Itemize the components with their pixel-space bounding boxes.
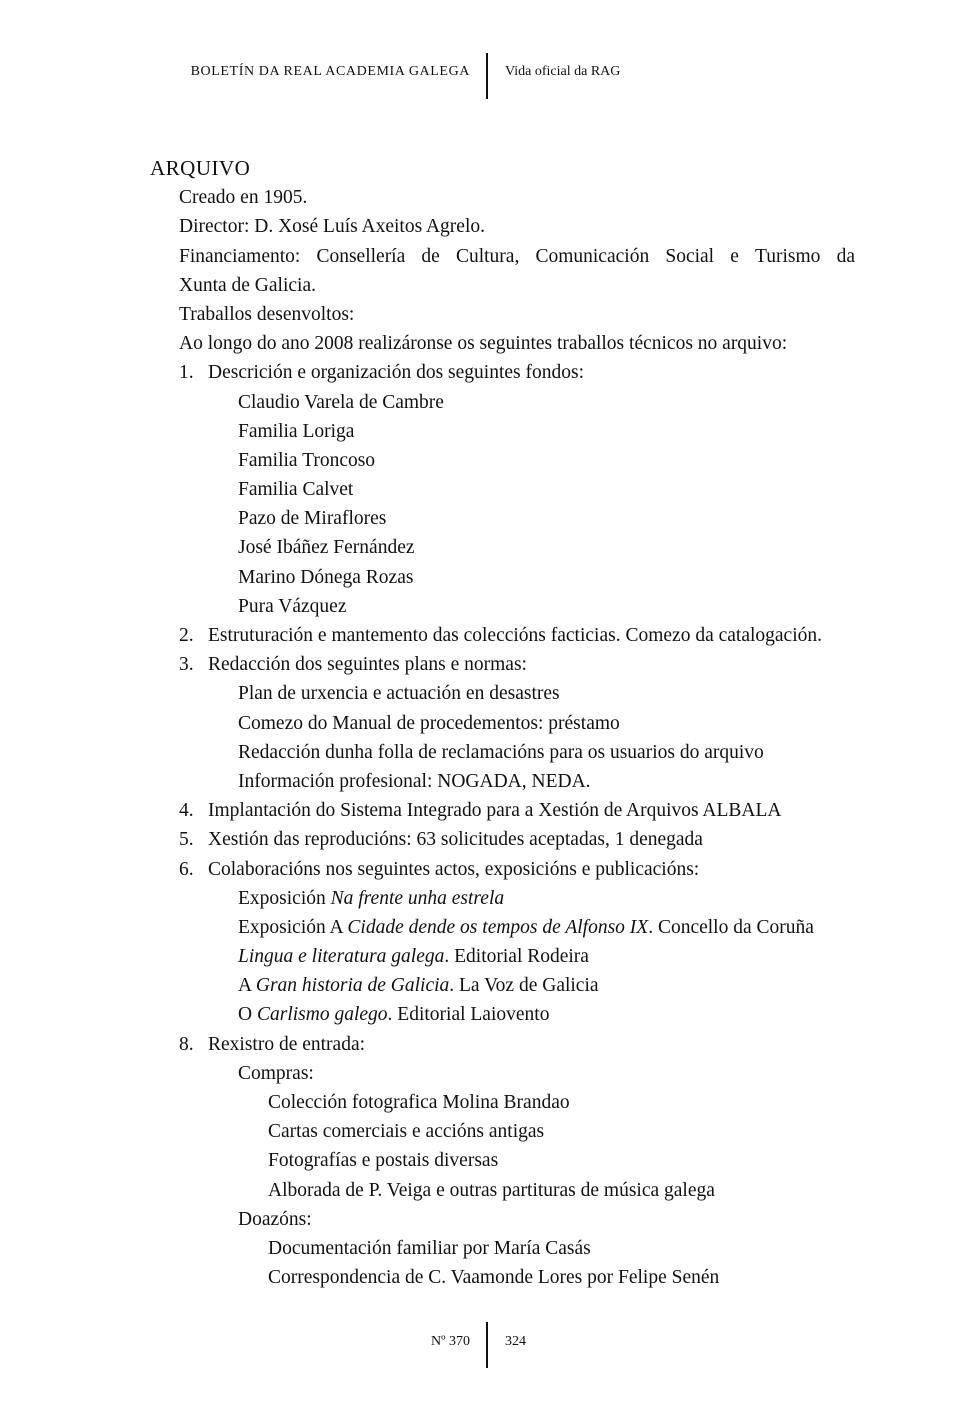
entry-item: Fotografías e postais diversas bbox=[268, 1150, 499, 1172]
entry-item: Alborada de P. Veiga e outras partituras de música galega bbox=[268, 1179, 715, 1201]
sub-item: Familia Loriga bbox=[238, 420, 355, 442]
entry-item: Cartas comerciais e accións antigas bbox=[268, 1121, 545, 1143]
collab-suffix: . Editorial Laiovento bbox=[387, 1004, 550, 1026]
sub-item: Claudio Varela de Cambre bbox=[238, 391, 444, 413]
page-footer bbox=[0, 1322, 975, 1368]
collab-prefix: Exposición A bbox=[238, 916, 348, 938]
item-number: 5. bbox=[179, 829, 194, 851]
collaboration-item bbox=[150, 971, 855, 1000]
collaboration-item bbox=[150, 1000, 855, 1029]
funding-word: Financiamento: bbox=[179, 245, 301, 267]
entry-item: Correspondencia de C. Vaamonde Lores por Felipe Senén bbox=[268, 1267, 720, 1289]
collab-prefix: Exposición bbox=[238, 887, 331, 909]
list-item bbox=[150, 650, 855, 679]
funding-word: Comunicación bbox=[535, 245, 650, 267]
entry-item: Colección fotografica Molina Brandao bbox=[268, 1092, 570, 1113]
issue-number: Nº 370 bbox=[431, 1334, 470, 1349]
collab-suffix: . Concello da Coruña bbox=[648, 916, 814, 938]
list-item bbox=[150, 855, 855, 884]
item-number: 6. bbox=[179, 858, 194, 880]
sub-item: Redacción dunha folla de reclamacións para os usuarios do arquivo bbox=[238, 741, 764, 763]
page-number: 324 bbox=[505, 1334, 526, 1349]
header-divider bbox=[486, 53, 488, 99]
collab-prefix: A bbox=[238, 975, 256, 997]
collab-title: Gran historia de Galicia bbox=[255, 975, 450, 997]
list-item bbox=[150, 796, 855, 825]
list-item bbox=[150, 825, 855, 854]
collab-title: Na frente unha estrela bbox=[330, 887, 505, 909]
sub-item: Familia Troncoso bbox=[238, 449, 376, 471]
sub-item: Plan de urxencia e actuación en desastres bbox=[238, 683, 560, 705]
item-text: Implantación do Sistema Integrado para a Xestión de Arquivos ALBALA bbox=[208, 800, 782, 822]
sub-item: Comezo do Manual de procedementos: préstamo bbox=[238, 712, 620, 734]
item-number: 4. bbox=[179, 800, 194, 822]
group-label-donations: Doazóns: bbox=[238, 1208, 312, 1230]
section-title: Vida oficial da RAG bbox=[505, 64, 621, 79]
journal-title: BOLETÍN DA REAL ACADEMIA GALEGA bbox=[190, 64, 470, 79]
collaboration-item bbox=[150, 942, 855, 971]
section-heading: ARQUIVO bbox=[150, 156, 251, 180]
list-item bbox=[150, 358, 855, 387]
sub-item: Marino Dónega Rozas bbox=[238, 566, 414, 588]
item-text: Redacción dos seguintes plans e normas: bbox=[208, 654, 527, 676]
created-line: Creado en 1905. bbox=[179, 187, 308, 209]
works-label: Traballos desenvoltos: bbox=[179, 303, 355, 325]
sub-item: Pazo de Miraflores bbox=[238, 508, 387, 530]
document-body bbox=[150, 154, 855, 1292]
item-text: Rexistro de entrada: bbox=[208, 1033, 366, 1055]
collab-title: Carlismo galego bbox=[256, 1004, 388, 1026]
collab-suffix: . La Voz de Galicia bbox=[449, 975, 599, 997]
intro-line: Ao longo do ano 2008 realizáronse os seguintes traballos técnicos no arquivo: bbox=[179, 333, 788, 355]
funding-line-cont: Xunta de Galicia. bbox=[179, 274, 316, 296]
item-number: 2. bbox=[179, 625, 194, 646]
collab-prefix: O bbox=[238, 1004, 257, 1026]
page-header bbox=[0, 53, 975, 99]
item-number: 3. bbox=[179, 654, 194, 676]
entry-item: Documentación familiar por María Casás bbox=[268, 1237, 591, 1259]
collab-suffix: . Editorial Rodeira bbox=[444, 946, 589, 968]
funding-word: Turismo bbox=[755, 245, 821, 267]
funding-word: Cultura, bbox=[455, 245, 520, 267]
item-number: 1. bbox=[179, 362, 194, 384]
item-text: Xestión das reproducións: 63 solicitudes aceptadas, 1 denegada bbox=[208, 829, 703, 851]
sub-item: Pura Vázquez bbox=[238, 595, 347, 617]
list-item bbox=[150, 1030, 855, 1059]
list-item bbox=[150, 621, 855, 650]
collab-title: Lingua e literatura galega bbox=[238, 946, 445, 968]
item-text: Descrición e organización dos seguintes fondos: bbox=[208, 362, 585, 384]
funding-word: Social bbox=[665, 245, 715, 267]
collab-title: Cidade dende os tempos de Alfonso IX bbox=[347, 916, 649, 938]
collaboration-item bbox=[150, 884, 855, 913]
sub-item: Información profesional: NOGADA, NEDA. bbox=[238, 770, 591, 792]
funding-word: e bbox=[730, 245, 739, 267]
funding-word: da bbox=[836, 245, 855, 267]
funding-word: de bbox=[421, 245, 440, 267]
funding-word: Consellería bbox=[316, 245, 406, 267]
sub-item: José Ibáñez Fernández bbox=[238, 537, 415, 559]
sub-item: Familia Calvet bbox=[238, 479, 354, 501]
footer-divider bbox=[486, 1322, 488, 1368]
director-line: Director: D. Xosé Luís Axeitos Agrelo. bbox=[179, 216, 485, 238]
funding-line bbox=[150, 242, 855, 271]
item-text: Colaboracións nos seguintes actos, exposicións e publicacións: bbox=[208, 858, 700, 880]
group-label-purchases: Compras: bbox=[238, 1062, 314, 1084]
item-number: 8. bbox=[179, 1033, 194, 1055]
collaboration-item bbox=[150, 913, 855, 942]
item-text: Estruturación e mantemento das coleccións facticias. Comezo da catalogación. bbox=[208, 625, 823, 646]
